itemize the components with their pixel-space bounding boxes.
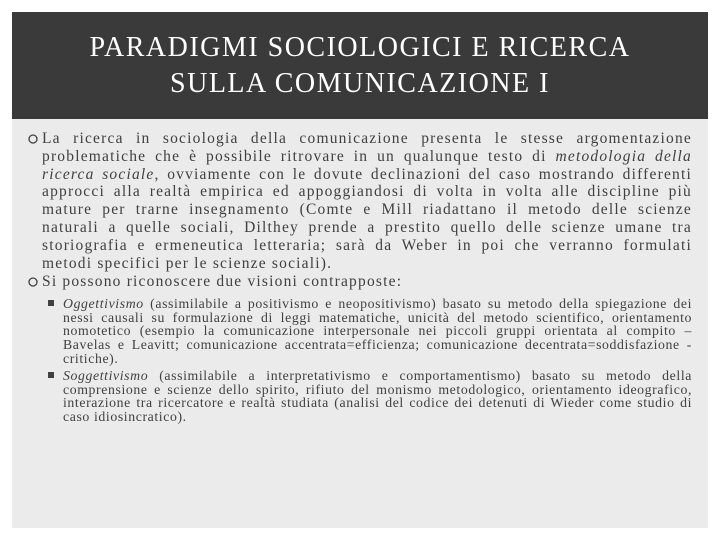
sub-bullet-text: (assimilabile a interpretativismo e comportamentismo) basato su metodo della comprensione e scienze dello spirito, rifiuto del monismo metodologico, orientamento ideografico, interazione tra ricercatore e realtà studiata (analisi del codice dei detenuti di Wieder come studio di caso idiosincratico). bbox=[63, 368, 692, 424]
title-bar bbox=[12, 12, 708, 119]
sub-bullet-soggettivismo bbox=[63, 369, 692, 423]
sub-bullet-term: Soggettivismo bbox=[63, 368, 149, 384]
bullet-text-continued: , ovviamente con le dovute declinazioni del caso mostrando differenti approcci alla realtà empirica ed appoggiandosi di volta in volta alle discipline più mature per trarne insegnamento (Comte e Mill riadattano il metodo delle scienze naturali a quelle sociali, Dilthey prende a prestito quello delle scienze umane tra storiografia e ermeneutica letteraria; sarà da Weber in poi che verranno formulati metodi specifici per le scienze sociali). bbox=[42, 165, 693, 272]
square-bullet-icon bbox=[48, 300, 54, 306]
sub-bullet-oggettivismo bbox=[63, 297, 692, 365]
square-bullet-icon bbox=[48, 372, 54, 378]
sub-bullet-term: Oggettivismo bbox=[63, 296, 144, 312]
slide-title-line-1: PARADIGMI SOCIOLOGICI E RICERCA bbox=[89, 31, 631, 63]
sub-bullet-list bbox=[28, 297, 692, 423]
bullet-text: La ricerca in sociologia della comunicazione presenta le stesse argomentazione problematiche che è possibile ritrovare in un qualunque testo di bbox=[42, 130, 692, 165]
bullet-ricerca bbox=[28, 130, 692, 272]
slide-content bbox=[28, 130, 692, 424]
bullet-emphasis: metodologia della ricerca sociale bbox=[42, 147, 693, 183]
bullet-text: Si possono riconoscere due visioni contrapposte: bbox=[42, 273, 403, 291]
hollow-circle-icon bbox=[28, 134, 38, 144]
sub-bullet-text: (assimilabile a positivismo e neopositivismo) basato su metodo della spiegazione dei nessi causali su formulazione di leggi matematiche, unicità del metodo scientifico, orientamento nomotetico (esempio la comunicazione interpersonale nei piccoli gruppi orientata al compito – Bavelas e Leavitt; comunicazione accentrata=efficienza; comunicazione decentrata=soddisfazione - critiche). bbox=[63, 296, 692, 366]
bullet-visioni bbox=[28, 273, 692, 291]
hollow-circle-icon bbox=[28, 277, 38, 287]
slide-title-line-2: SULLA COMUNICAZIONE I bbox=[170, 67, 550, 99]
